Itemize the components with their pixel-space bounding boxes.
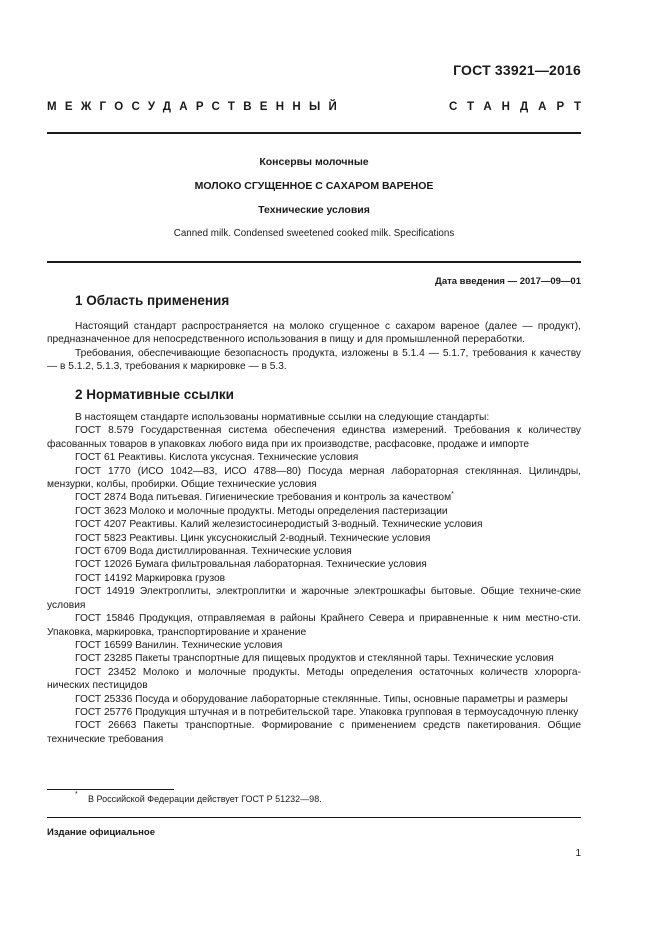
reference-item: ГОСТ 8.579 Государственная система обеспечения единства измерений. Требования к количеству фасованных товаров в упаковках любого вида при их производстве, расфасовке, продаже и импорте	[47, 425, 581, 450]
section-2-intro: В настоящем стандарте использованы нормативные ссылки на следующие стандарты:	[75, 412, 490, 423]
introduction-date: Дата введения — 2017—09—01	[435, 276, 581, 287]
reference-item: ГОСТ 14192 Маркировка грузов	[75, 572, 226, 584]
footnote-divider	[47, 789, 174, 790]
standard-type-word-1: МЕЖГОСУДАРСТВЕННЫЙ	[47, 101, 346, 113]
section-2-body	[47, 411, 581, 746]
reference-item: ГОСТ 15846 Продукция, отправляемая в районы Крайнего Севера и приравненные к ним местно-сти. Упаковка, маркировка, транспортирование и хранение	[47, 613, 581, 638]
footer-divider	[47, 817, 581, 818]
header-divider	[47, 132, 581, 134]
page-number: 1	[575, 848, 581, 859]
title-line-2: МОЛОКО СГУЩЕННОЕ С САХАРОМ ВАРЕНОЕ	[194, 180, 434, 192]
footnote-reference: *	[451, 491, 454, 499]
reference-item: ГОСТ 12026 Бумага фильтровальная лабораторная. Технические условия	[75, 559, 427, 571]
reference-item: ГОСТ 23452 Молоко и молочные продукты. Методы определения остаточных количеств хлорорга-нических пестицидов	[47, 666, 581, 692]
title-line-3: Технические условия	[258, 204, 370, 216]
reference-item: ГОСТ 61 Реактивы. Кислота уксусная. Технические условия	[75, 452, 359, 464]
section-1-body	[47, 320, 581, 374]
reference-item: ГОСТ 4207 Реактивы. Калий железистосинеродистый 3-водный. Технические условия	[75, 519, 483, 531]
reference-item: ГОСТ 26663 Пакеты транспортные. Формирование с применением средств пакетирования. Общие технические требования	[47, 720, 581, 745]
reference-item: ГОСТ 6709 Вода дистиллированная. Технические условия	[75, 546, 352, 558]
reference-text: ГОСТ 2874 Вода питьевая. Гигиенические требования и контроль за качеством	[75, 492, 452, 504]
section-1-paragraph-2: Требования, обеспечивающие безопасность продукта, изложены в 5.1.4 — 5.1.7, требования к качеству — в 5.1.2, 5.1.3, требования к маркировке — в 5.3.	[47, 347, 581, 373]
reference-item: ГОСТ 14919 Электроплиты, электроплитки и жарочные электрошкафы бытовые. Общие техниче-ские условия	[47, 586, 581, 611]
title-english: Canned milk. Condensed sweetened cooked milk. Specifications	[173, 228, 455, 239]
standard-type-word-2: СТАНДАРТ	[449, 101, 591, 113]
official-edition-label: Издание официальное	[47, 827, 155, 838]
footnote-marker: *	[75, 791, 78, 798]
title-line-1: Консервы молочные	[259, 156, 369, 168]
standard-number: ГОСТ 33921—2016	[453, 62, 581, 78]
reference-item: ГОСТ 1770 (ИСО 1042—83, ИСО 4788—80) Посуда мерная лабораторная стеклянная. Цилиндры, мензурки, колбы, пробирки. Общие технические условия	[47, 465, 581, 491]
section-2-heading: 2 Нормативные ссылки	[75, 387, 234, 402]
title-divider	[47, 261, 581, 263]
section-1-paragraph-1: Настоящий стандарт распространяется на молоко сгущенное с сахаром вареное (далее — продукт), предназначенное для непосредственного использования в пищу и для промышленной переработки.	[47, 321, 581, 346]
section-1-heading: 1 Область применения	[75, 293, 230, 308]
reference-item: ГОСТ 5823 Реактивы. Цинк уксуснокислый 2-водный. Технические условия	[75, 532, 431, 544]
reference-item	[47, 491, 581, 504]
reference-item: ГОСТ 3623 Молоко и молочные продукты. Методы определения пастеризации	[75, 505, 448, 517]
reference-item: ГОСТ 16599 Ванилин. Технические условия	[75, 639, 283, 651]
reference-item: ГОСТ 23285 Пакеты транспортные для пищевых продуктов и стеклянной тары. Технические условия	[75, 653, 554, 665]
reference-item: ГОСТ 25776 Продукция штучная и в потребительской таре. Упаковка групповая в термоусадочную пленку	[75, 706, 579, 718]
standard-type-banner	[47, 101, 591, 113]
reference-item: ГОСТ 25336 Посуда и оборудование лабораторные стеклянные. Типы, основные параметры и размеры	[75, 693, 568, 705]
footnote-text: В Российской Федерации действует ГОСТ Р 51232—98.	[88, 794, 322, 804]
